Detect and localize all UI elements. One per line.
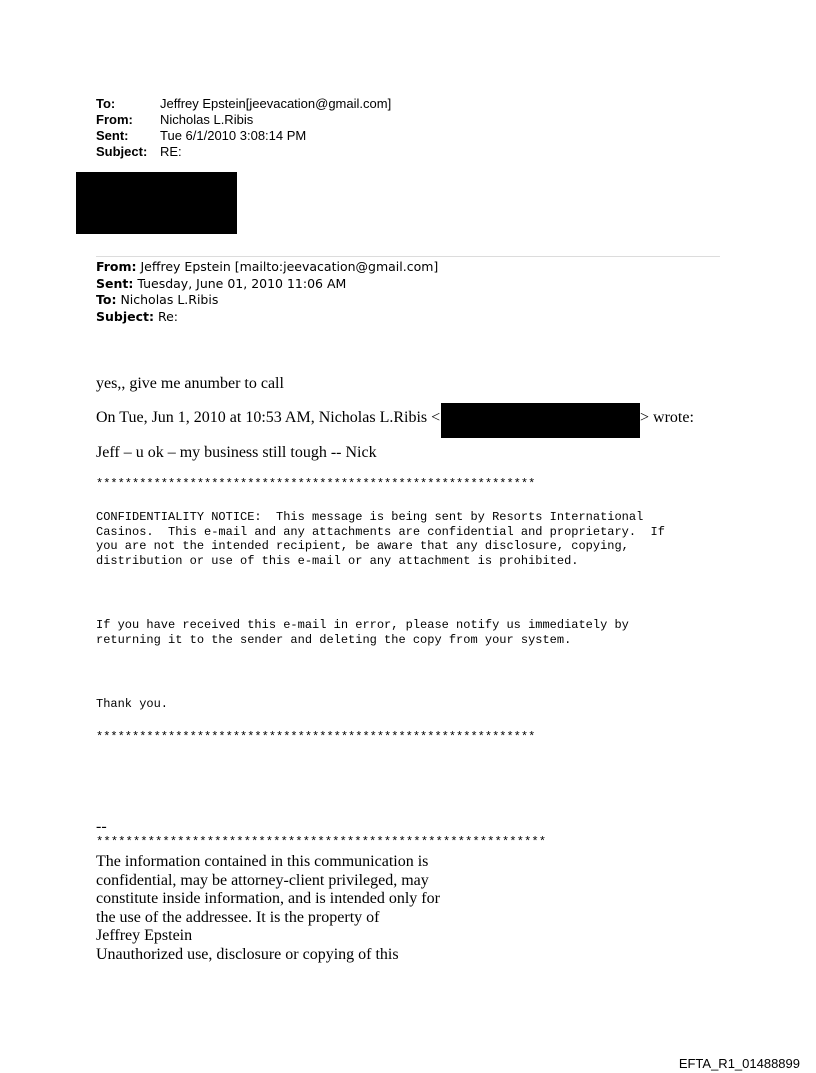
fwd-to-value: Nicholas L.Ribis bbox=[120, 292, 219, 307]
signature-line: Jeffrey Epstein bbox=[96, 927, 193, 944]
to-row bbox=[96, 96, 391, 112]
fwd-sent-label: Sent: bbox=[96, 275, 134, 291]
to-value: Jeffrey Epstein[jeevacation@gmail.com] bbox=[160, 96, 392, 111]
signature-stars: ************************************************************* bbox=[96, 835, 547, 849]
email-redaction bbox=[441, 403, 640, 438]
fwd-sent-value: Tuesday, June 01, 2010 11:06 AM bbox=[137, 275, 347, 291]
quote-intro-before: On Tue, Jun 1, 2010 at 10:53 AM, Nicholas L.Ribis < bbox=[96, 409, 441, 426]
error-notice: If you have received this e-mail in error, please notify us immediately by returning it to the sender and deleting the copy from your system. bbox=[96, 618, 629, 647]
from-label: From: bbox=[96, 112, 133, 127]
fwd-subject-label: Subject: bbox=[96, 308, 154, 324]
confidentiality-notice: CONFIDENTIALITY NOTICE: This message is being sent by Resorts International Casinos. This e-mail and any attachments are confidential and proprietary. If you are not the intended recipient, be aware that any disclosure, copying, distribution or use of this e-mail or any attachment is prohibited. bbox=[96, 510, 665, 568]
from-row bbox=[96, 112, 391, 128]
sent-value: Tue 6/1/2010 3:08:14 PM bbox=[160, 128, 307, 143]
quote-intro bbox=[96, 409, 440, 427]
stars-top: ************************************************************* bbox=[96, 477, 536, 491]
signature-line: Unauthorized use, disclosure or copying of this bbox=[96, 946, 399, 963]
divider bbox=[96, 256, 720, 257]
stars-bottom: ************************************************************* bbox=[96, 730, 536, 744]
from-value: Nicholas L.Ribis bbox=[160, 112, 254, 127]
subject-label: Subject: bbox=[96, 144, 148, 159]
signature-line: the use of the addressee. It is the property of bbox=[96, 909, 380, 926]
subject-value: RE: bbox=[160, 144, 182, 159]
fwd-from-label: From: bbox=[96, 259, 137, 274]
signature-dashes: -- bbox=[96, 818, 107, 835]
sent-label: Sent: bbox=[96, 128, 129, 143]
to-label: To: bbox=[96, 96, 116, 111]
signature-line: The information contained in this communication is bbox=[96, 853, 429, 870]
quoted-message: Jeff – u ok – my business still tough -- Nick bbox=[96, 444, 377, 461]
document-id: EFTA_R1_01488899 bbox=[678, 1056, 800, 1071]
reply-text: yes,, give me anumber to call bbox=[96, 375, 284, 392]
signature-line: confidential, may be attorney-client privileged, may bbox=[96, 872, 429, 889]
quote-intro-after: > wrote: bbox=[640, 409, 694, 426]
fwd-from-value: Jeffrey Epstein [mailto:jeevacation@gmail.com] bbox=[140, 259, 439, 274]
sent-row bbox=[96, 128, 391, 144]
thank-you: Thank you. bbox=[96, 697, 169, 711]
forwarded-header bbox=[96, 259, 438, 325]
subject-row bbox=[96, 144, 391, 160]
signature-line: constitute inside information, and is intended only for bbox=[96, 890, 440, 907]
email-header bbox=[96, 96, 391, 160]
fwd-to-label: To: bbox=[96, 292, 117, 307]
fwd-subject-value: Re: bbox=[157, 308, 179, 324]
redaction-block bbox=[76, 172, 237, 234]
